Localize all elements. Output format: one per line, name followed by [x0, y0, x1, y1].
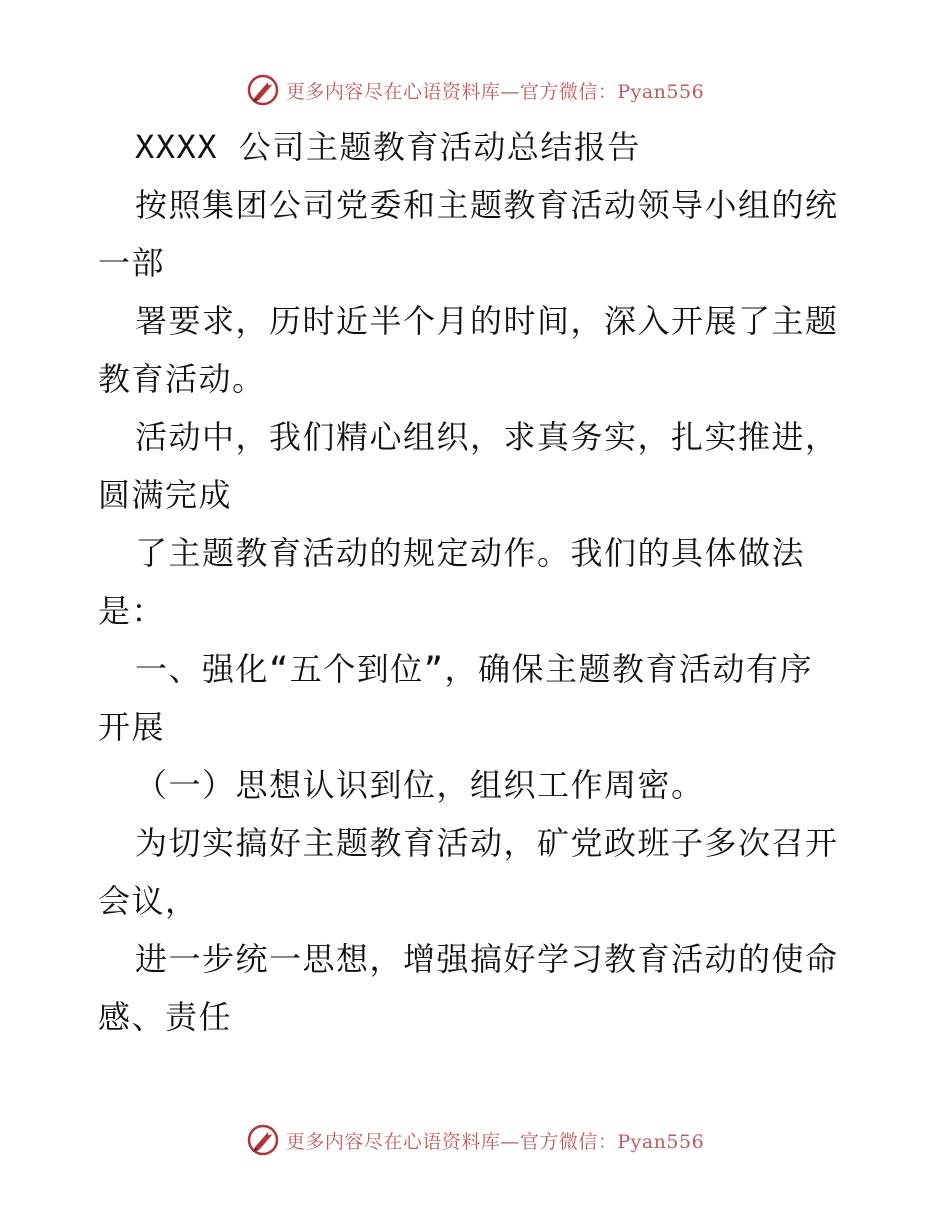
header-banner — [0, 70, 950, 110]
paragraph-line: 署要求，历时近半个月的时间，深入开展了主题 — [135, 302, 839, 340]
paragraph-line: 一部 — [98, 244, 166, 282]
paragraph-line: 是： — [98, 592, 166, 630]
paragraph-line: 进一步统一思想，增强搞好学习教育活动的使命 — [135, 940, 839, 978]
header-banner-text: 更多内容尽在心语资料库—官方微信：Pyan556 — [285, 80, 705, 103]
paragraph-line: 感、责任 — [98, 998, 233, 1036]
section-heading: 一、强化“五个到位”，确保主题教育活动有序 — [135, 650, 814, 688]
paragraph-line: 圆满完成 — [98, 476, 233, 514]
document-body — [98, 118, 858, 1046]
footer-banner-text: 更多内容尽在心语资料库—官方微信：Pyan556 — [285, 1130, 705, 1153]
pen-logo-icon — [246, 73, 280, 107]
paragraph-line: 教育活动。 — [98, 360, 266, 398]
paragraph-line: 活动中，我们精心组织，求真务实，扎实推进， — [135, 418, 839, 456]
section-heading-continued: 开展 — [98, 708, 166, 746]
document-title: XXXX 公司主题教育活动总结报告 — [135, 128, 641, 166]
paragraph-line: 按照集团公司党委和主题教育活动领导小组的统 — [135, 186, 839, 224]
footer-banner — [0, 1120, 950, 1160]
pen-logo-icon — [246, 1123, 280, 1157]
paragraph-line: 了主题教育活动的规定动作。我们的具体做法 — [135, 534, 806, 572]
paragraph-line: 会议， — [98, 882, 199, 920]
paragraph-line: 为切实搞好主题教育活动，矿党政班子多次召开 — [135, 824, 839, 862]
subsection-heading: （一）思想认识到位，组织工作周密。 — [135, 766, 705, 804]
